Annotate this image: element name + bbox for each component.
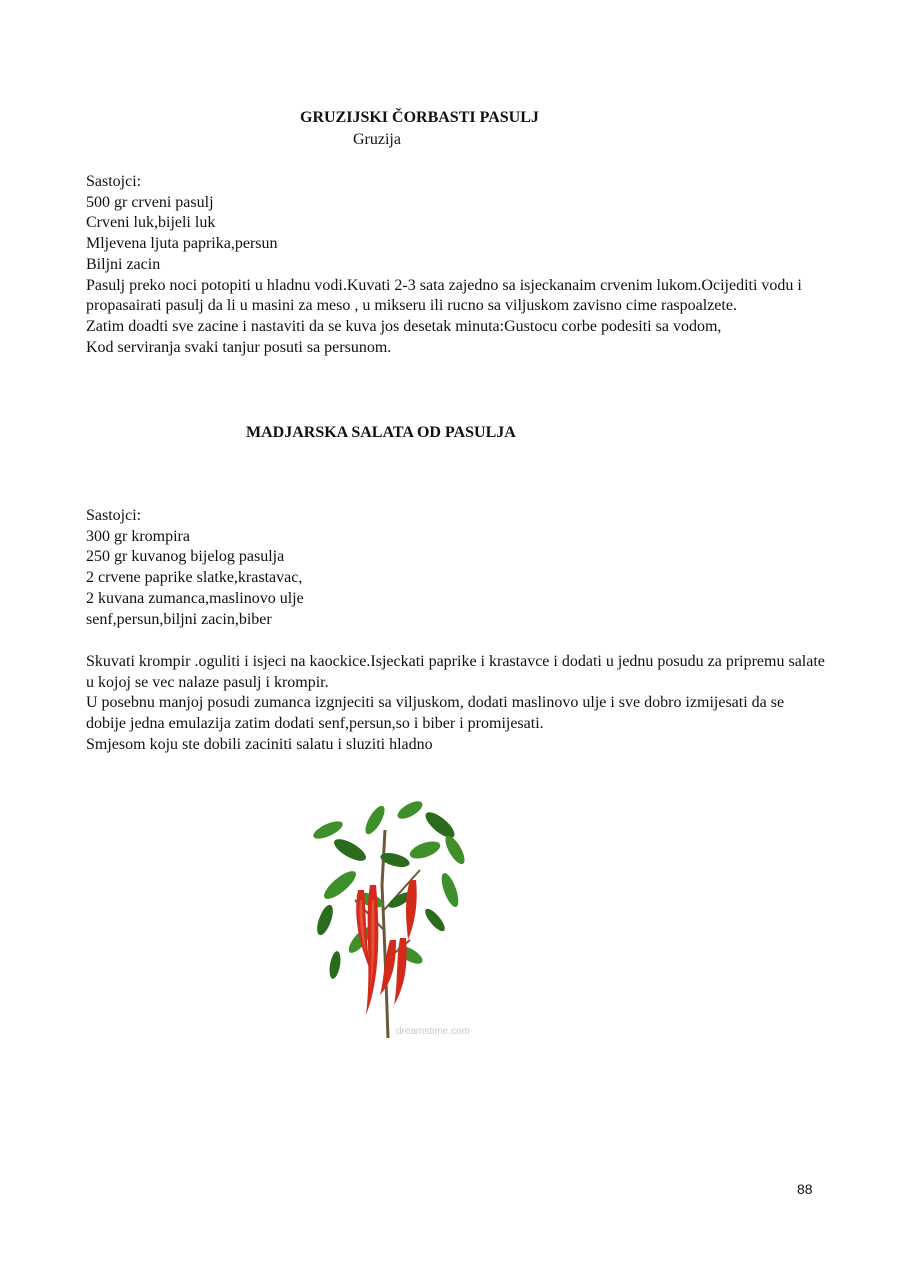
instruction-paragraph: Skuvati krompir .oguliti i isjeci na kaockice.Isjeckati paprike i krastavce i dodati u jednu posudu za pripremu salate u kojoj se vec nalaze pasulj i krompir. — [86, 653, 825, 691]
instruction-paragraph: U posebnu manjoj posudi zumanca izgnjeciti sa viljuskom, dodati maslinovo ulje i sve dobro izmijesati da se dobije jedna emulazija zatim dodati senf,persun,so i biber i promijesati. — [86, 694, 785, 733]
recipe-title-madjarska: MADJARSKA SALATA OD PASULJA — [246, 424, 516, 441]
recipe2-instructions — [86, 652, 826, 756]
recipe2-ingredients — [86, 506, 826, 630]
ingredient-item: 250 gr kuvanog bijelog pasulja — [86, 548, 285, 566]
instruction-paragraph: Pasulj preko noci potopiti u hladnu vodi.Kuvati 2-3 sata zajedno sa isjeckanaim crvenim lukom.Ocijediti vodu i propasairati pasulj da li u masini za meso , u mikseru ili rucno sa viljuskom zavisno cime raspoalzete. — [86, 276, 802, 315]
ingredient-item: 2 kuvana zumanca,maslinovo ulje — [86, 589, 304, 607]
instruction-paragraph: Kod serviranja svaki tanjur posuti sa persunom. — [86, 338, 392, 356]
ingredient-item: 2 crvene paprike slatke,krastavac, — [86, 569, 303, 587]
chili-pepper-plant-icon — [300, 790, 490, 1045]
instruction-paragraph: Zatim doadti sve zacine i nastaviti da se kuva jos desetak minuta:Gustocu corbe podesiti sa vodom, — [86, 317, 722, 335]
instruction-paragraph: Smjesom koju ste dobili zaciniti salatu i sluziti hladno — [86, 735, 433, 753]
ingredients-label: Sastojci: — [86, 173, 142, 190]
ingredient-item: 300 gr krompira — [86, 527, 190, 545]
ingredient-item: senf,persun,biljni zacin,biber — [86, 610, 272, 628]
ingredient-item: Mljevena ljuta paprika,persun — [86, 235, 278, 253]
recipe-origin: Gruzija — [353, 131, 401, 148]
recipe1-body — [86, 172, 826, 358]
recipe-title-gruzijski: GRUZIJSKI ČORBASTI PASULJ — [300, 109, 539, 126]
page-number: 88 — [797, 1181, 813, 1197]
ingredient-item: Crveni luk,bijeli luk — [86, 214, 216, 232]
ingredient-item: 500 gr crveni pasulj — [86, 193, 214, 211]
ingredient-item: Biljni zacin — [86, 255, 161, 273]
watermark-text: dreamstime.com — [396, 1026, 470, 1037]
ingredients-label: Sastojci: — [86, 507, 142, 524]
